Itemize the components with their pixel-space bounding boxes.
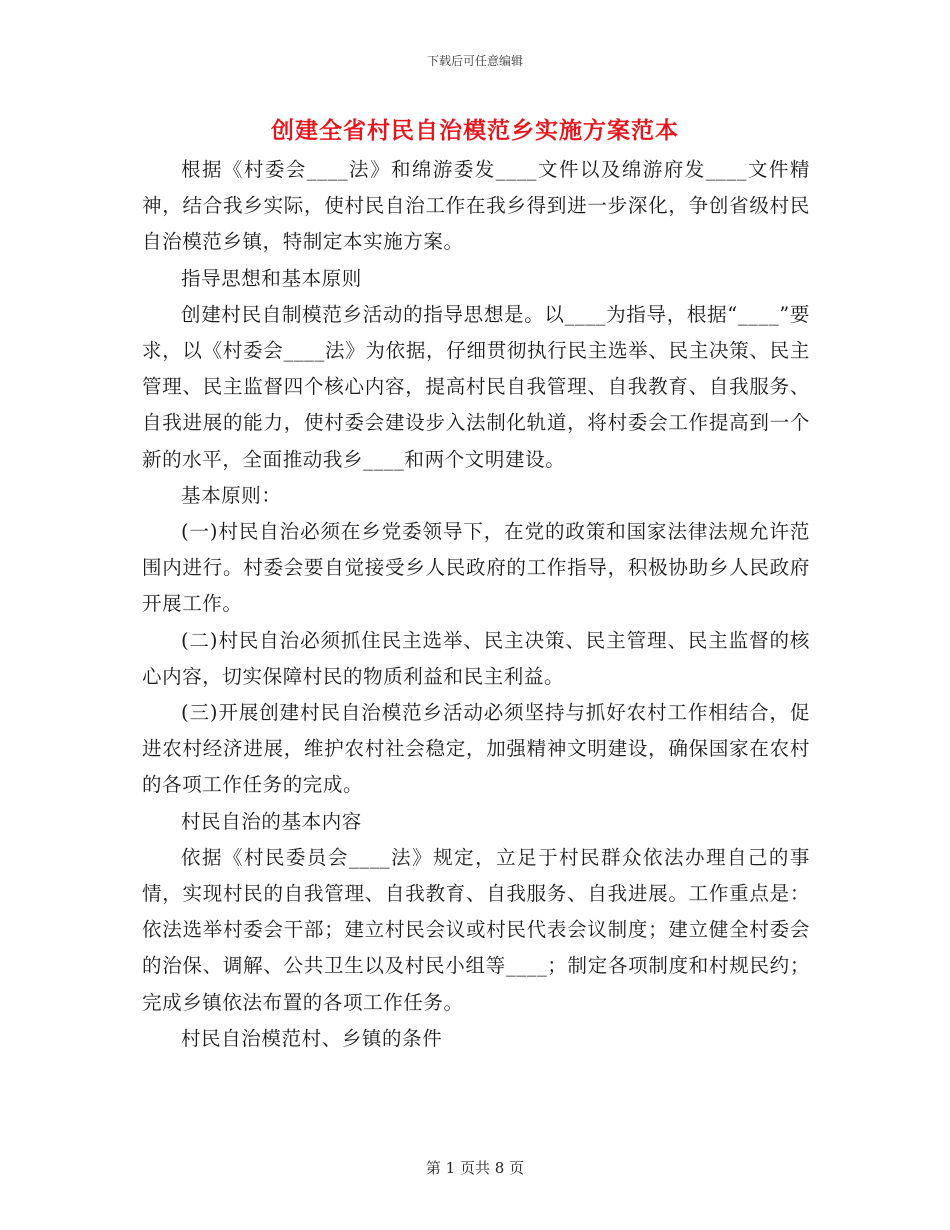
page-number-footer: 第 1 页共 8 页 bbox=[425, 1159, 525, 1177]
paragraph-principle-3: (三)开展创建村民自治模范乡活动必须坚持与抓好农村工作相结合，促进农村经济进展，维护农村社会稳定，加强精神文明建设，确保国家在农村的各项工作任务的完成。 bbox=[142, 701, 810, 797]
section-heading-basic-content: 村民自治的基本内容 bbox=[181, 809, 362, 833]
paragraph-principle-2: (二)村民自治必须抓住民主选举、民主决策、民主管理、民主监督的核心内容，切实保障村民的物质利益和民主利益。 bbox=[142, 628, 810, 688]
subheading-basic-principles: 基本原则： bbox=[181, 483, 282, 507]
section-heading-conditions: 村民自治模范村、乡镇的条件 bbox=[181, 1026, 443, 1050]
document-title: 创建全省村民自治模范乡实施方案范本 bbox=[271, 117, 679, 144]
section-heading-guiding-principles: 指导思想和基本原则 bbox=[181, 266, 362, 290]
header-note: 下载后可任意编辑 bbox=[426, 54, 523, 68]
paragraph-principle-1: (一)村民自治必须在乡党委领导下，在党的政策和国家法律法规允许范围内进行。村委会要自觉接受乡人民政府的工作指导，积极协助乡人民政府开展工作。 bbox=[142, 520, 810, 616]
paragraph-basic-content: 依据《村民委员会____法》规定，立足于村民群众依法办理自己的事情，实现村民的自我管理、自我教育、自我服务、自我进展。工作重点是：依法选举村委会干部；建立村民会议或村民代表会议制度；建立健全村委会的治保、调解、公共卫生以及村民小组等____；制定各项制度和村规民约；完成乡镇依法布置的各项工作任务。 bbox=[142, 845, 810, 1014]
paragraph-guiding-thought: 创建村民自制模范乡活动的指导思想是。以____为指导，根据“____”要求，以《村委会____法》为依据，仔细贯彻执行民主选举、民主决策、民主管理、民主监督四个核心内容，提高村民自我管理、自我教育、自我服务、自我进展的能力，使村委会建设步入法制化轨道，将村委会工作提高到一个新的水平，全面推动我乡____和两个文明建设。 bbox=[142, 302, 810, 471]
paragraph-intro: 根据《村委会____法》和绵游委发____文件以及绵游府发____文件精神，结合我乡实际，使村民自治工作在我乡得到进一步深化，争创省级村民自治模范乡镇，特制定本实施方案。 bbox=[142, 158, 810, 254]
document-body bbox=[142, 152, 810, 1057]
